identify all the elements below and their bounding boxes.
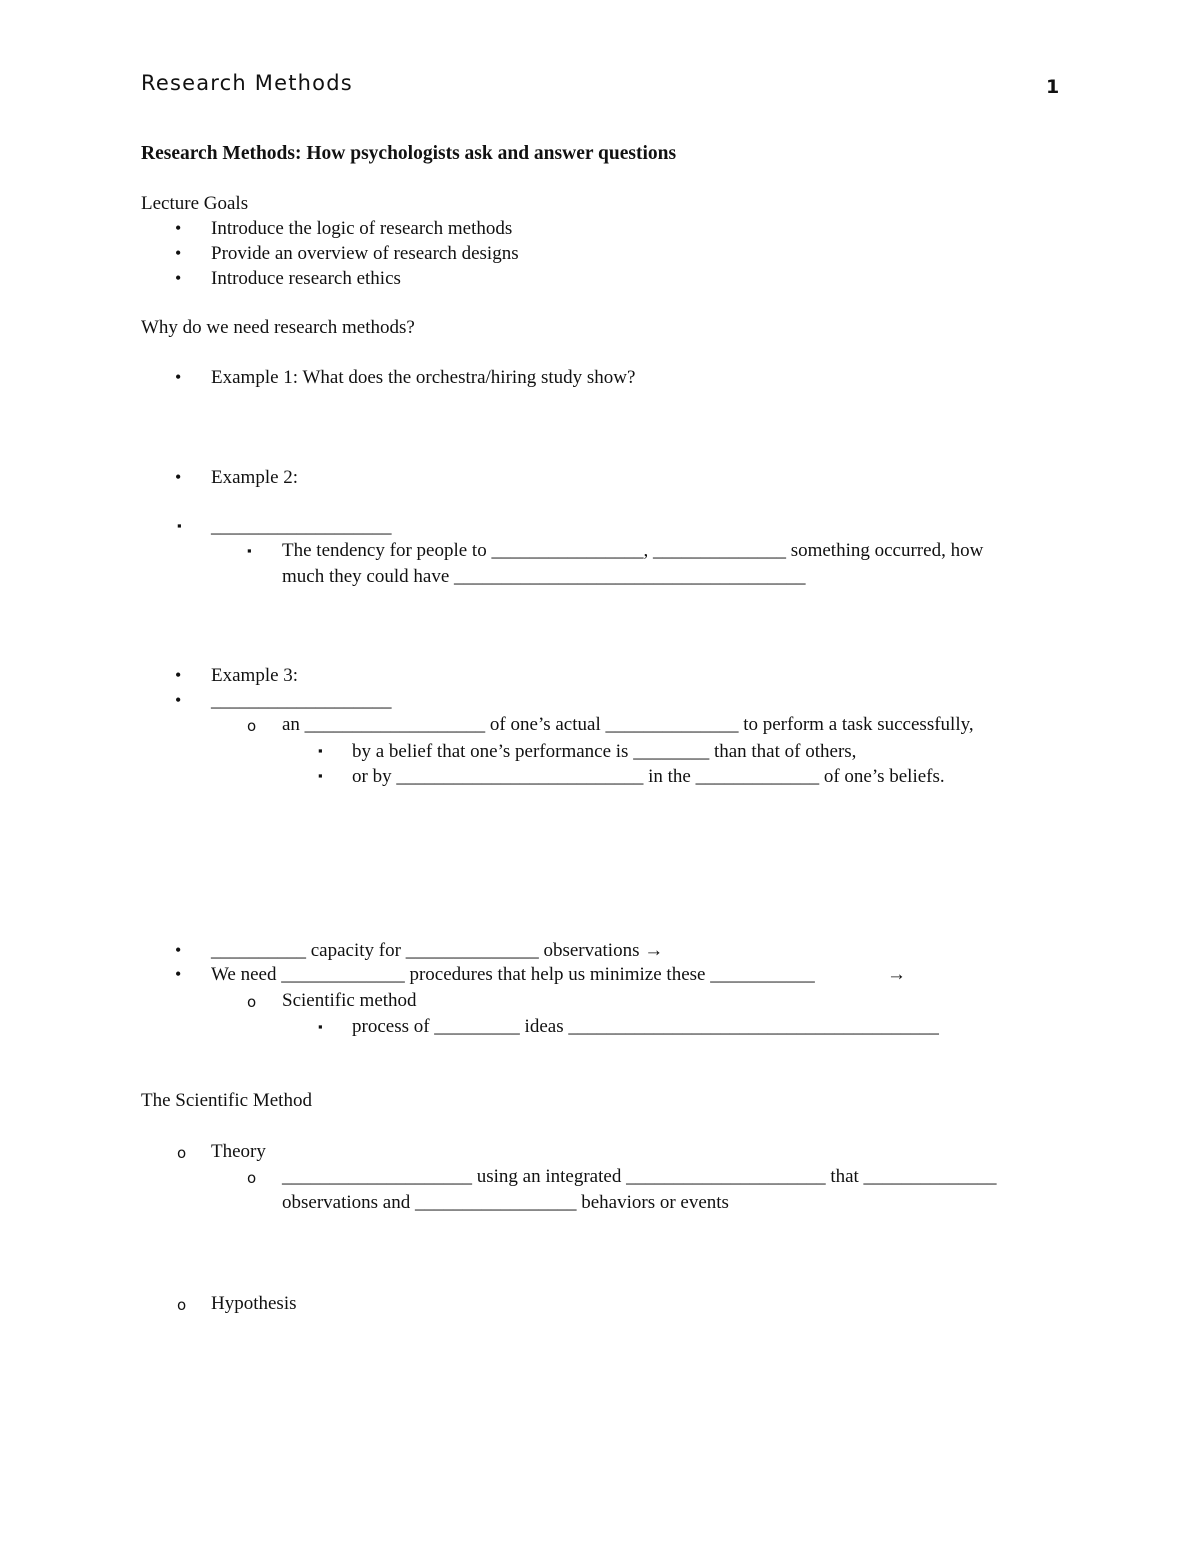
example-2: Example 2: bbox=[211, 467, 299, 488]
circle-bullet-icon: o bbox=[177, 1144, 187, 1162]
square-bullet-icon: ▪ bbox=[177, 518, 182, 533]
hindsight-definition-line-2: much they could have _____________________________________ bbox=[282, 566, 806, 587]
overconfidence-sub-2: or by __________________________ in the _____________ of one’s beliefs. bbox=[352, 766, 945, 787]
square-bullet-icon: ▪ bbox=[247, 543, 252, 558]
scientific-method-item: Scientific method bbox=[282, 990, 417, 1011]
circle-bullet-icon: o bbox=[247, 1169, 257, 1187]
bullet-icon: • bbox=[175, 964, 182, 984]
bullet-icon: • bbox=[175, 243, 182, 263]
bullet-icon: • bbox=[175, 268, 182, 288]
arrow-right-icon: → bbox=[887, 964, 906, 985]
hypothesis-item: Hypothesis bbox=[211, 1293, 297, 1314]
square-bullet-icon: ▪ bbox=[318, 768, 323, 783]
document-title: Research Methods: How psychologists ask and answer questions bbox=[141, 143, 677, 164]
circle-bullet-icon: o bbox=[247, 993, 257, 1011]
circle-bullet-icon: o bbox=[177, 1296, 187, 1314]
example-3: Example 3: bbox=[211, 665, 299, 686]
lecture-goals-heading: Lecture Goals bbox=[141, 193, 249, 214]
square-bullet-icon: ▪ bbox=[318, 743, 323, 758]
bullet-icon: • bbox=[175, 940, 182, 960]
why-heading: Why do we need research methods? bbox=[141, 317, 415, 338]
bullet-icon: • bbox=[175, 690, 182, 710]
running-header: Research Methods bbox=[141, 71, 353, 95]
goal-item: Introduce the logic of research methods bbox=[211, 218, 513, 239]
scientific-method-heading: The Scientific Method bbox=[141, 1090, 312, 1111]
bullet-icon: • bbox=[175, 367, 182, 387]
we-need-line: We need _____________ procedures that help us minimize these ___________ bbox=[211, 964, 815, 985]
bullet-icon: • bbox=[175, 467, 182, 487]
blank-term-a: ___________________ bbox=[211, 516, 392, 537]
page-number: 1 bbox=[1046, 76, 1060, 98]
hindsight-definition-line-1: The tendency for people to ________________, ______________ something occurred, how bbox=[282, 540, 984, 561]
capacity-line: __________ capacity for ______________ observations → bbox=[211, 940, 664, 961]
theory-definition-line-2: observations and _________________ behaviors or events bbox=[282, 1192, 729, 1213]
process-line: process of _________ ideas _______________________________________ bbox=[352, 1016, 939, 1037]
overconfidence-definition: an ___________________ of one’s actual ______________ to perform a task successfully, bbox=[282, 714, 974, 735]
overconfidence-sub-1: by a belief that one’s performance is ________ than that of others, bbox=[352, 741, 857, 762]
blank-term-b: ___________________ bbox=[211, 690, 392, 711]
circle-bullet-icon: o bbox=[247, 717, 257, 735]
square-bullet-icon: ▪ bbox=[318, 1019, 323, 1034]
bullet-icon: • bbox=[175, 218, 182, 238]
goal-item: Provide an overview of research designs bbox=[211, 243, 519, 264]
theory-definition-line-1: ____________________ using an integrated _____________________ that ______________ bbox=[282, 1166, 997, 1187]
example-1: Example 1: What does the orchestra/hiring study show? bbox=[211, 367, 636, 388]
goal-item: Introduce research ethics bbox=[211, 268, 401, 289]
bullet-icon: • bbox=[175, 665, 182, 685]
theory-item: Theory bbox=[211, 1141, 266, 1162]
